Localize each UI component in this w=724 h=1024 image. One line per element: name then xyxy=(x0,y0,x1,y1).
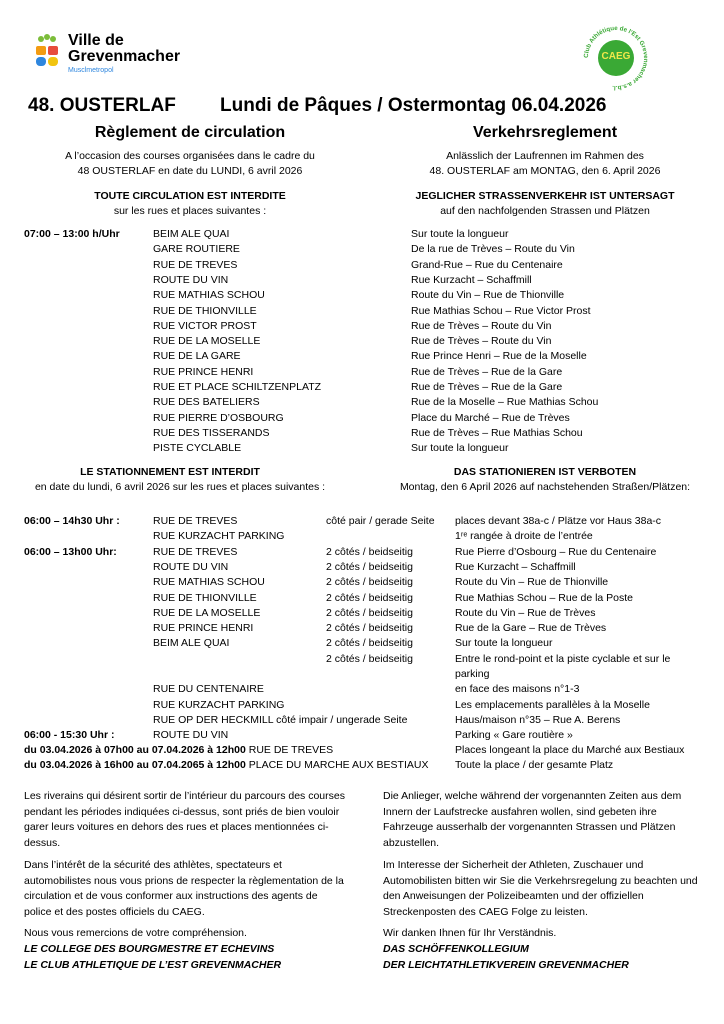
circulation-street: RUE DES TISSERANDS xyxy=(153,426,270,439)
de-thanks: Wir danken Ihnen für Ihr Verständnis. xyxy=(383,927,557,939)
ville-logo-sub: Musclmetropol xyxy=(68,67,114,74)
parking-section: Rue Kurzacht – Schaffmill xyxy=(455,560,576,573)
parking-street: RUE DU CENTENAIRE xyxy=(153,683,264,696)
de-parking-sub: Montag, den 6 April 2026 auf nachstehenden Straßen/Plätzen: xyxy=(399,481,691,493)
parking-section: Route du Vin – Rue de Thionville xyxy=(455,576,609,589)
page-title xyxy=(28,95,607,117)
special-parking-street: RUE DE TREVES xyxy=(248,744,334,756)
parking-side: 2 côtés / beidseitig xyxy=(326,622,413,635)
parking-street: RUE DE TREVES xyxy=(153,545,238,558)
circulation-street: RUE VICTOR PROST xyxy=(153,319,257,332)
parking-street: ROUTE DU VIN xyxy=(153,729,229,742)
fr-thanks: Nous vous remercions de votre compréhension. xyxy=(24,927,247,939)
fr-intro-line1: A l’occasion des courses organisées dans le cadre du xyxy=(65,150,315,162)
circulation-street: RUE DE THIONVILLE xyxy=(153,304,257,317)
circulation-street: RUE DE LA MOSELLE xyxy=(153,335,261,348)
parking-street: RUE MATHIAS SCHOU xyxy=(153,576,265,589)
circulation-street: PISTE CYCLABLE xyxy=(153,442,242,455)
de-circulation-heading: JEGLICHER STRASSENVERKEHR IST UNTERSAGT xyxy=(415,190,675,202)
circulation-street: RUE PRINCE HENRI xyxy=(153,365,254,378)
parking-section: Route du Vin – Rue de Trèves xyxy=(455,606,596,619)
circulation-section: Place du Marché – Rue de Trèves xyxy=(411,411,570,424)
parking-side: 2 côtés / beidseitig xyxy=(326,606,413,619)
de-paragraph-2: Im Interesse der Sicherheit der Athleten, Zuschauer und Automobilisten bitten wir Sie die Verkehrsregelung zu beachten und den Anweisungen der Polizeibeamten und der offiziellen Streckenposten des CAEG Folge zu leisten. xyxy=(383,859,698,918)
special-parking-street: PLACE DU MARCHE AUX BESTIAUX xyxy=(248,759,429,772)
fr-intro-line2: 48 OUSTERLAF en date du LUNDI, 6 avril 2026 xyxy=(77,165,303,177)
parking-side: 2 côtés / beidseitig xyxy=(326,652,413,665)
circulation-street: RUE DES BATELIERS xyxy=(153,396,260,409)
parking-street: ROUTE DU VIN xyxy=(153,560,229,573)
ville-logo-line2: Grevenmacher xyxy=(68,48,181,65)
circulation-section: Grand-Rue – Rue du Centenaire xyxy=(411,258,563,271)
fr-signature-2: LE CLUB ATHLETIQUE DE L’EST GREVENMACHER xyxy=(24,959,282,971)
circulation-section: Rue de Trèves – Route du Vin xyxy=(411,335,552,348)
parking-side: 2 côtés / beidseitig xyxy=(326,591,413,604)
parking-street: RUE DE THIONVILLE xyxy=(153,591,257,604)
circulation-section: Rue de la Moselle – Rue Mathias Schou xyxy=(411,396,599,409)
parking-street: RUE DE TREVES xyxy=(153,515,238,527)
special-parking-row xyxy=(24,743,333,758)
parking-time: 06:00 - 15:30 Uhr : xyxy=(24,729,115,742)
special-parking-section: Places longeant la place du Marché aux Bestiaux xyxy=(455,744,685,756)
parking-time: 06:00 – 14h30 Uhr : xyxy=(24,515,120,527)
fr-signature-1: LE COLLEGE DES BOURGMESTRE ET ECHEVINS xyxy=(24,943,275,955)
parking-street: BEIM ALE QUAI xyxy=(153,637,230,650)
parking-side: 2 côtés / beidseitig xyxy=(326,637,413,650)
de-title: Verkehrsreglement xyxy=(472,124,618,141)
parking-section: Rue Mathias Schou – Rue de la Poste xyxy=(455,591,634,604)
parking-side: 2 côtés / beidseitig xyxy=(326,545,413,558)
caeg-logo xyxy=(582,24,650,92)
circulation-section: Rue de Trèves – Rue de la Gare xyxy=(411,365,563,378)
circulation-street: RUE ET PLACE SCHILTZENPLATZ xyxy=(153,381,322,393)
fr-paragraph-2: Dans l’intérêt de la sécurité des athlètes, spectateurs et automobilistes nous vous prions de respecter la règlementation de la circulation et de vous conformer aux instructions des agents de police et des postes officiels du CAEG. xyxy=(24,859,344,918)
special-parking-section: Toute la place / der gesamte Platz xyxy=(455,759,614,772)
special-parking-period: du 03.04.2026 à 16h00 au 07.04.2065 à 12h00 xyxy=(24,759,246,772)
fr-circulation-heading: TOUTE CIRCULATION EST INTERDITE xyxy=(94,190,286,202)
circulation-street: RUE PIERRE D’OSBOURG xyxy=(153,411,284,424)
parking-section: Rue de la Gare – Rue de Trèves xyxy=(455,622,607,635)
parking-street: RUE PRINCE HENRI xyxy=(153,622,254,635)
ville-logo-line1: Ville de xyxy=(68,32,124,49)
circulation-street: GARE ROUTIERE xyxy=(153,243,240,256)
circulation-street: RUE DE TREVES xyxy=(153,258,238,271)
circulation-section: Rue Mathias Schou – Rue Victor Prost xyxy=(411,304,591,317)
circulation-section: Sur toute la longueur xyxy=(411,228,509,240)
circulation-street: RUE MATHIAS SCHOU xyxy=(153,289,265,302)
parking-section: parking xyxy=(455,668,490,680)
circulation-street: ROUTE DU VIN xyxy=(153,273,229,286)
circulation-street: RUE DE LA GARE xyxy=(153,350,241,363)
caeg-logo-text: CAEG xyxy=(601,51,631,62)
parking-street: RUE DE LA MOSELLE xyxy=(153,606,261,619)
parking-section: 1ʳᵉ rangée à droite de l’entrée xyxy=(455,530,593,543)
parking-side: côté pair / gerade Seite xyxy=(326,515,435,527)
de-circulation-sub: auf den nachfolgenden Strassen und Plätzen xyxy=(440,205,650,217)
special-parking-period: du 03.04.2026 à 07h00 au 07.04.2026 à 12h00 xyxy=(24,744,246,756)
circulation-section: Sur toute la longueur xyxy=(411,442,509,455)
caeg-logo-ring-text: Club Athlétique de l'Est Grevenmacher a.s.b.l. xyxy=(582,24,650,92)
special-parking-row xyxy=(24,758,428,773)
circulation-section: Rue Prince Henri – Rue de la Moselle xyxy=(411,350,587,363)
circulation-section: De la rue de Trèves – Route du Vin xyxy=(411,243,575,256)
de-signature-1: DAS SCHÖFFENKOLLEGIUM xyxy=(383,943,529,955)
page-title-right: Lundi de Pâques / Ostermontag 06.04.2026 xyxy=(220,95,607,116)
parking-time: 06:00 – 13h00 Uhr: xyxy=(24,545,117,558)
de-paragraph-1: Die Anlieger, welche während der vorgenannten Zeiten aus dem Innern der Laufstrecke ausfahren wollen, sind gebeten ihre Fahrzeuge ausserhalb der vorgenannten Strassen und Plätzen abzustellen. xyxy=(383,790,682,849)
fr-paragraph-1: Les riverains qui désirent sortir de l’intérieur du parcours des courses pendant les périodes indiquées ci-dessus, sont priés de bien vouloir garer leurs voitures en dehors des rues et places mentionnées ci-dessus. xyxy=(24,790,345,849)
de-signature-2: DER LEICHTATHLETIKVEREIN GREVENMACHER xyxy=(383,959,629,971)
circulation-section: Rue de Trèves – Rue Mathias Schou xyxy=(411,426,583,439)
parking-side: 2 côtés / beidseitig xyxy=(326,576,413,589)
ville-grevenmacher-logo xyxy=(34,30,204,78)
circulation-section: Route du Vin – Rue de Thionville xyxy=(411,289,565,302)
fr-circulation-sub: sur les rues et places suivantes : xyxy=(113,205,267,217)
parking-section: Haus/maison n°35 – Rue A. Berens xyxy=(455,713,621,726)
ville-logo-mark-icon xyxy=(34,34,68,68)
fr-title: Règlement de circulation xyxy=(94,124,286,141)
de-parking-heading: DAS STATIONIEREN IST VERBOTEN xyxy=(453,466,637,478)
de-intro-line1: Anlässlich der Laufrennen im Rahmen des xyxy=(446,150,644,162)
parking-street: RUE KURZACHT PARKING xyxy=(153,698,285,711)
circulation-section: Rue de Trèves – Route du Vin xyxy=(411,319,552,332)
parking-section: places devant 38a-c / Plätze vor Haus 38a-c xyxy=(455,515,662,527)
fr-parking-heading: LE STATIONNEMENT EST INTERDIT xyxy=(80,466,260,478)
parking-section: Les emplacements parallèles à la Moselle xyxy=(455,698,650,711)
parking-section: Rue Pierre d’Osbourg – Rue du Centenaire xyxy=(455,545,657,558)
circulation-section: Rue de Trèves – Rue de la Gare xyxy=(411,381,563,393)
circulation-street: BEIM ALE QUAI xyxy=(153,228,230,240)
parking-section: Entre le rond-point et la piste cyclable et sur le xyxy=(455,652,671,665)
parking-street: RUE OP DER HECKMILL côté impair / ungerade Seite xyxy=(153,713,408,726)
parking-section: Sur toute la longueur xyxy=(455,637,553,650)
parking-side: 2 côtés / beidseitig xyxy=(326,560,413,573)
page-title-left: 48. OUSTERLAF xyxy=(28,95,176,116)
fr-parking-sub: en date du lundi, 6 avril 2026 sur les rues et places suivantes : xyxy=(34,481,326,493)
parking-section: Parking « Gare routière » xyxy=(455,729,573,742)
circulation-section: Rue Kurzacht – Schaffmill xyxy=(411,273,532,286)
parking-street: RUE KURZACHT PARKING xyxy=(153,530,285,543)
circulation-time: 07:00 – 13:00 h/Uhr xyxy=(24,228,120,240)
parking-section: en face des maisons n°1-3 xyxy=(455,683,580,696)
de-intro-line2: 48. OUSTERLAF am MONTAG, den 6. April 2026 xyxy=(429,165,661,177)
